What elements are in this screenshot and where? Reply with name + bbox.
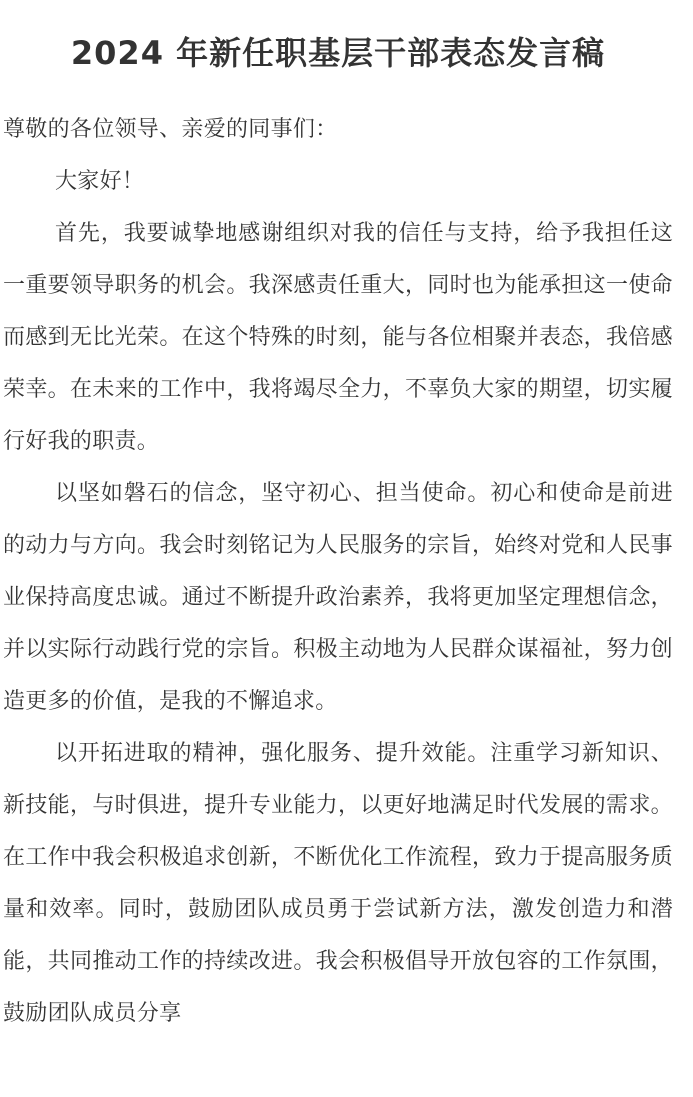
salutation: 尊敬的各位领导、亲爱的同事们： [3, 117, 338, 142]
paragraph-mission: 以坚如磐石的信念，坚守初心、担当使命。初心和使命是前进的动力与方向。我会时刻铭记为人民服务的宗旨，始终对党和人民事业保持高度忠诚。通过不断提升政治素养，我将更加坚定理想信念，并以实际行动践行党的宗旨。积极主动地为人民群众谋福祉，努力创造更多的价值，是我的不懈追求。 [3, 481, 673, 714]
paragraph-gratitude: 首先，我要诚挚地感谢组织对我的信任与支持，给予我担任这一重要领导职务的机会。我深感责任重大，同时也为能承担这一使命而感到无比光荣。在这个特殊的时刻，能与各位相聚并表态，我倍感荣幸。在未来的工作中，我将竭尽全力，不辜负大家的期望，切实履行好我的职责。 [3, 221, 673, 454]
document-body [3, 104, 673, 1040]
paragraph-innovation: 以开拓进取的精神，强化服务、提升效能。注重学习新知识、新技能，与时俱进，提升专业能力，以更好地满足时代发展的需求。在工作中我会积极追求创新，不断优化工作流程，致力于提高服务质量和效率。同时，鼓励团队成员勇于尝试新方法，激发创造力和潜能，共同推动工作的持续改进。我会积极倡导开放包容的工作氛围，鼓励团队成员分享 [3, 741, 673, 1026]
greeting: 大家好！ [55, 169, 145, 194]
document-title: 2024 年新任职基层干部表态发言稿 [70, 34, 606, 72]
